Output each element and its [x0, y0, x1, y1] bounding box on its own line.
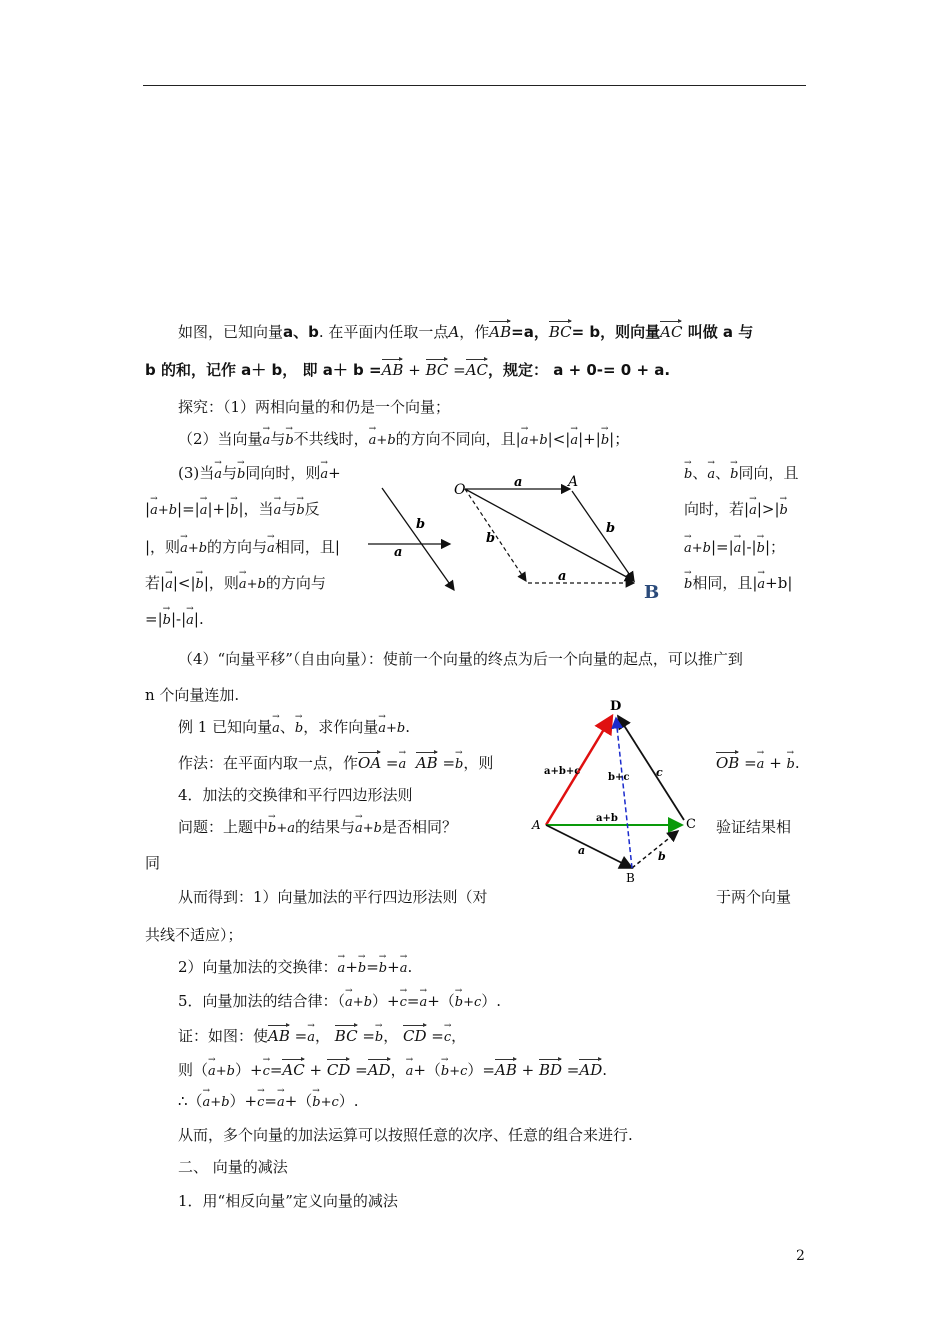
item3-line-1: (3)当→ a与→ b同向时，则→ a+ — [178, 462, 341, 484]
definition-line-2: b 的和，记作 a＋ b， 即 a＋ b =AB + BC =AC，规定： a + 0-= 0 + a. — [145, 356, 670, 381]
section4-result-2: 2）向量加法的交换律：→ a+→ b=→ b+→ a. — [178, 956, 412, 978]
fig2-label-b-right: b — [606, 521, 616, 536]
section5-therefore: ∴（→ a+b）+→ c=→ a+（→ b+c）. — [178, 1090, 359, 1112]
fig3-label-ab: a+b — [596, 813, 618, 824]
example-title: 例 1 已知向量→ a、→ b，求作向量→ a+b. — [178, 716, 410, 738]
section4-question: 问题：上题中→ b+a的结果与→ a+b是否相同？ — [178, 816, 457, 838]
item3-right-2: 向时，若|→ a|>|→ b — [684, 498, 788, 520]
definition-line-1: 如图，已知向量a、b. 在平面内任取一点A，作AB=a，BC= b，则向量AC 叫做 a 与 — [178, 318, 753, 343]
fig2-label-a-bottom: a — [558, 569, 567, 584]
fig3-label-c: c — [656, 766, 663, 779]
section5-then: 则（→ a+b）+→ c=AC + CD =AD，→ a+（→ b+c）=AB + BD =AD. — [178, 1056, 607, 1081]
figure-parallelogram — [448, 470, 668, 605]
section4-question-end: 同 — [145, 854, 161, 872]
item3-line-4: 若|→ a|<|→ b|，则→ a+b的方向与 — [145, 572, 326, 594]
explore-title: 探究：（1）两相向量的和仍是一个向量； — [178, 398, 451, 416]
section4-question-right: 验证结果相 — [716, 818, 792, 836]
section5-title: 5．向量加法的结合律：（→ a+b）+→ c=→ a+（→ b+c）. — [178, 990, 501, 1012]
section5-conclusion: 从而，多个向量的加法运算可以按照任意的次序、任意的组合来进行. — [178, 1126, 633, 1144]
item3-line-5: =|→ b|-|→ a|. — [145, 608, 204, 630]
item4-line-1: （4）“向量平移”（自由向量）：使前一个向量的终点为后一个向量的起点，可以推广到 — [178, 650, 743, 668]
fig3-vector-AB — [546, 825, 632, 868]
fig2-label-b-left: b — [486, 531, 496, 546]
fig3-label-bc: b+c — [608, 772, 630, 783]
fig1-vector-b — [382, 488, 454, 590]
fig2-dashed-b — [465, 489, 526, 581]
section4-result-1-right: 于两个向量 — [716, 888, 792, 906]
figure-tetrahedron — [526, 694, 706, 886]
item4-line-2: n 个向量连加. — [145, 686, 240, 704]
fig1-label-a: a — [394, 545, 403, 560]
fig3-vector-CD — [618, 716, 684, 820]
section4-result-1-end: 共线不适应）； — [145, 926, 243, 944]
section4-result-1: 从而得到：1）向量加法的平行四边形法则（对 — [178, 888, 488, 906]
fig3-vector-BD — [616, 718, 632, 868]
fig3-point-C: C — [686, 817, 696, 832]
section5-proof: 证：如图：使AB =→ a， BC =→ b， CD =→ c， — [178, 1022, 466, 1047]
item3-right-4: → b相同，且|→ a+b| — [684, 572, 792, 594]
fig3-point-B: B — [626, 871, 635, 885]
fig3-label-abc: a+b+c — [544, 766, 581, 777]
fig3-label-b: b — [658, 850, 666, 863]
subtraction-sub-1: 1．用“相反向量”定义向量的减法 — [178, 1192, 398, 1210]
header-rule — [143, 85, 806, 86]
example-method: 作法：在平面内取一点，作OA =→ a AB =→ b，则 — [178, 749, 493, 774]
fig2-point-O: O — [454, 482, 466, 498]
fig3-point-A: A — [532, 818, 541, 832]
fig3-label-a: a — [578, 844, 586, 857]
subtraction-title: 二、 向量的减法 — [178, 1158, 288, 1176]
fig1-label-b: b — [416, 517, 426, 532]
explore-item-2: （2）当向量→ a与→ b不共线时，→ a+b的方向不同向，且|→ a+b|<|→ a|+|→ b|； — [178, 428, 629, 450]
item3-right-1: → b、→ a、→ b同向，且 — [684, 462, 798, 484]
item3-line-3: |，则→ a+b的方向与→ a相同，且| — [145, 536, 340, 558]
fig3-vector-BC — [632, 831, 678, 868]
example-method-result: OB =→ a + → b. — [716, 749, 800, 774]
fig2-label-a-top: a — [514, 475, 523, 490]
fig2-point-A: A — [568, 474, 579, 490]
item3-line-2: |→ a+b|=|→ a|+|→ b|，当→ a与→ b反 — [145, 498, 320, 520]
page-number: 2 — [796, 1248, 805, 1264]
fig3-point-D: D — [610, 699, 622, 714]
section4-title: 4．加法的交换律和平行四边形法则 — [178, 786, 413, 804]
fig2-point-B: B — [644, 582, 660, 603]
fig2-vector-AB — [572, 491, 634, 581]
item3-right-3: → a+b|=|→ a|-|→ b|； — [684, 536, 785, 558]
